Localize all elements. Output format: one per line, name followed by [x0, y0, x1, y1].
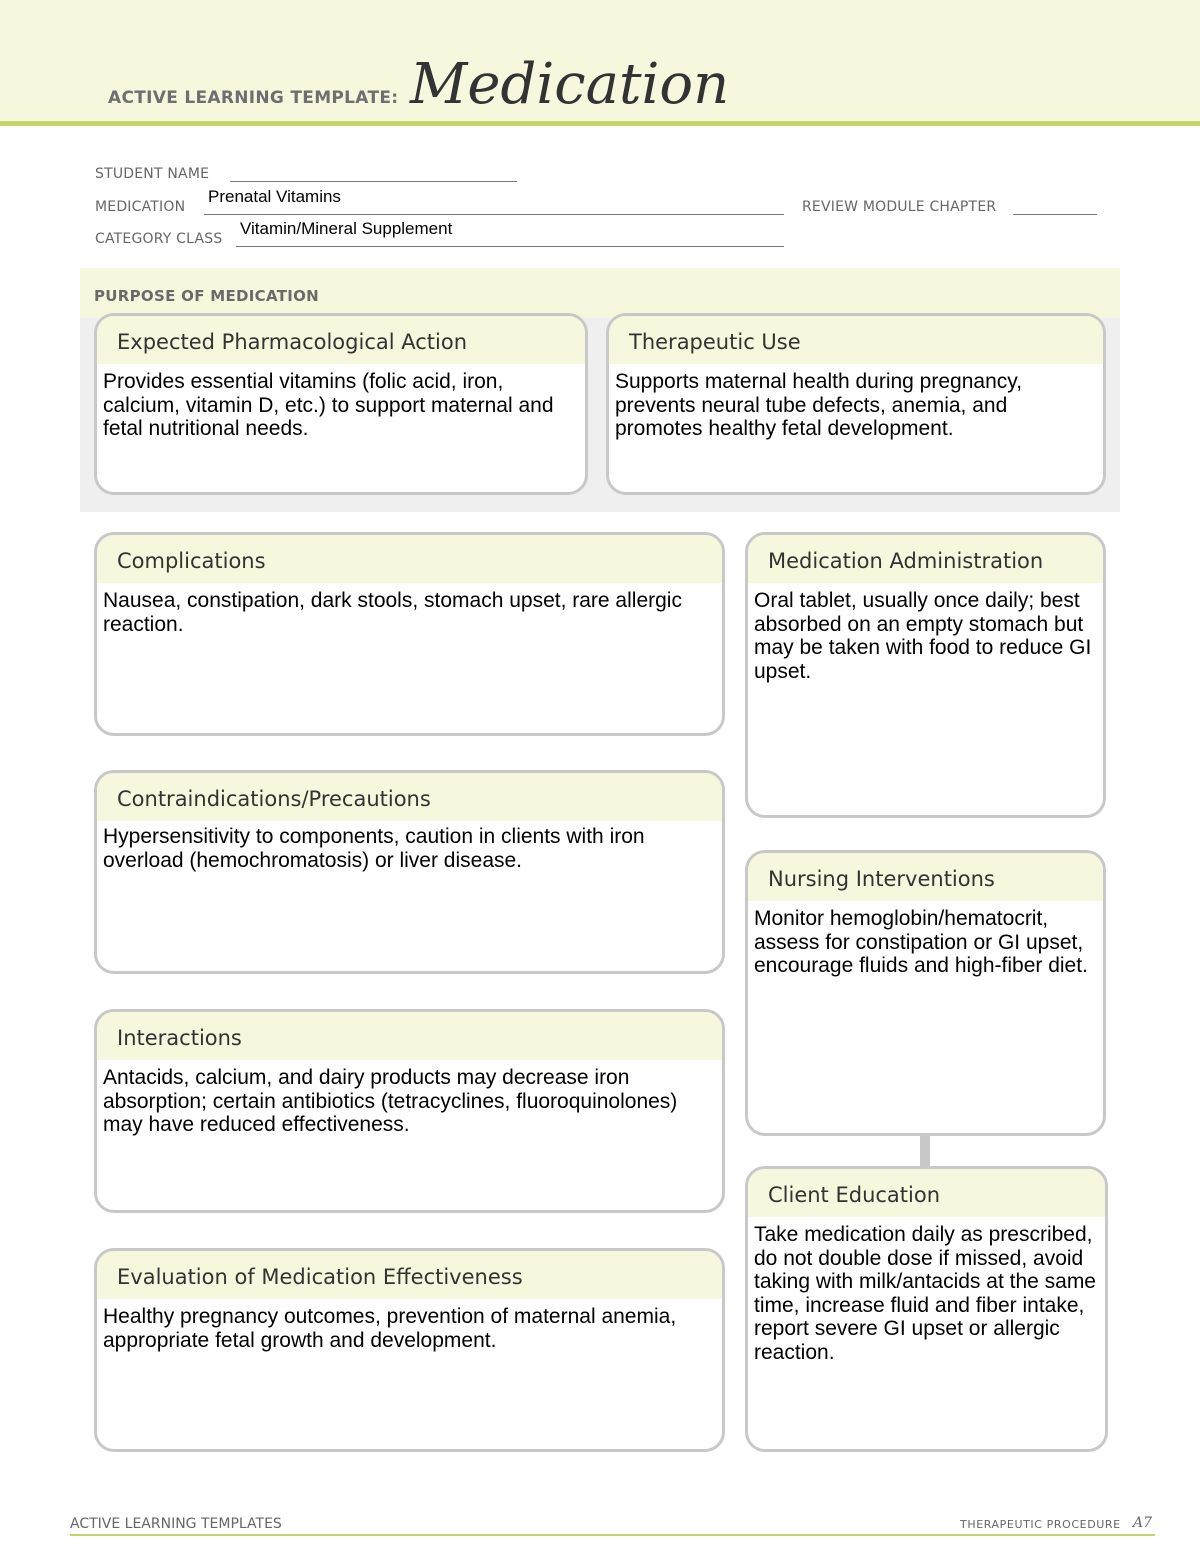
purpose-section-title: PURPOSE OF MEDICATION: [94, 287, 320, 305]
header-rule: [0, 121, 1200, 126]
evaluation-box[interactable]: [94, 1248, 725, 1452]
medication-label: MEDICATION: [95, 199, 186, 215]
student-name-label: STUDENT NAME: [95, 166, 210, 182]
category-class-label: CATEGORY CLASS: [95, 231, 223, 247]
client-education-box[interactable]: [745, 1166, 1108, 1452]
interactions-text: Antacids, calcium, and dairy products may decrease iron absorption; certain antibiotics (tetracyclines, fluoroquinolones) may have reduced effectiveness.: [103, 1066, 678, 1136]
expected-action-text: Provides essential vitamins (folic acid, iron, calcium, vitamin D, etc.) to support maternal and fetal nutritional needs.: [103, 370, 554, 440]
page-title: Medication: [410, 52, 730, 117]
complications-box[interactable]: [94, 532, 725, 736]
evaluation-text: Healthy pregnancy outcomes, prevention of maternal anemia, appropriate fetal growth and development.: [103, 1305, 677, 1352]
nursing-interventions-title: Nursing Interventions: [748, 853, 1103, 901]
interactions-title: Interactions: [97, 1012, 722, 1060]
administration-title: Medication Administration: [748, 535, 1103, 583]
evaluation-title: Evaluation of Medication Effectiveness: [97, 1251, 722, 1299]
medication-value: Prenatal Vitamins: [208, 187, 341, 206]
nursing-interventions-box[interactable]: [745, 850, 1106, 1136]
review-module-label: REVIEW MODULE CHAPTER: [802, 199, 997, 215]
footer-right-label: THERAPEUTIC PROCEDURE: [960, 1518, 1121, 1531]
box-connector: [920, 1134, 930, 1166]
therapeutic-use-text: Supports maternal health during pregnancy, prevents neural tube defects, anemia, and promotes healthy fetal development.: [615, 370, 1023, 440]
complications-title: Complications: [97, 535, 722, 583]
contraindications-title: Contraindications/Precautions: [97, 773, 722, 821]
template-label: ACTIVE LEARNING TEMPLATE:: [108, 88, 399, 108]
interactions-box[interactable]: [94, 1009, 725, 1213]
therapeutic-use-box[interactable]: [606, 313, 1106, 495]
expected-action-box[interactable]: [94, 313, 588, 495]
footer-left-label: ACTIVE LEARNING TEMPLATES: [70, 1516, 282, 1532]
administration-text: Oral tablet, usually once daily; best absorbed on an empty stomach but may be taken with food to reduce GI upset.: [754, 589, 1092, 683]
client-education-title: Client Education: [748, 1169, 1105, 1217]
student-name-field[interactable]: [230, 181, 517, 182]
administration-box[interactable]: [745, 532, 1106, 818]
category-class-field[interactable]: [236, 246, 784, 247]
client-education-text: Take medication daily as prescribed, do not double dose if missed, avoid taking with milk/antacids at the same time, increase fluid and fiber intake, report severe GI upset or allergic reaction.: [754, 1223, 1096, 1364]
review-module-field[interactable]: [1013, 214, 1097, 215]
nursing-interventions-text: Monitor hemoglobin/hematocrit, assess for constipation or GI upset, encourage fluids and high-fiber diet.: [754, 907, 1088, 977]
therapeutic-use-title: Therapeutic Use: [609, 316, 1103, 364]
footer-rule: [70, 1534, 1155, 1536]
contraindications-text: Hypersensitivity to components, caution in clients with iron overload (hemochromatosis) or liver disease.: [103, 825, 645, 872]
contraindications-box[interactable]: [94, 770, 725, 974]
category-class-value: Vitamin/Mineral Supplement: [240, 219, 453, 238]
expected-action-title: Expected Pharmacological Action: [97, 316, 585, 364]
medication-field[interactable]: [204, 214, 784, 215]
footer-page-number: A7: [1133, 1515, 1153, 1531]
complications-text: Nausea, constipation, dark stools, stomach upset, rare allergic reaction.: [103, 589, 682, 636]
